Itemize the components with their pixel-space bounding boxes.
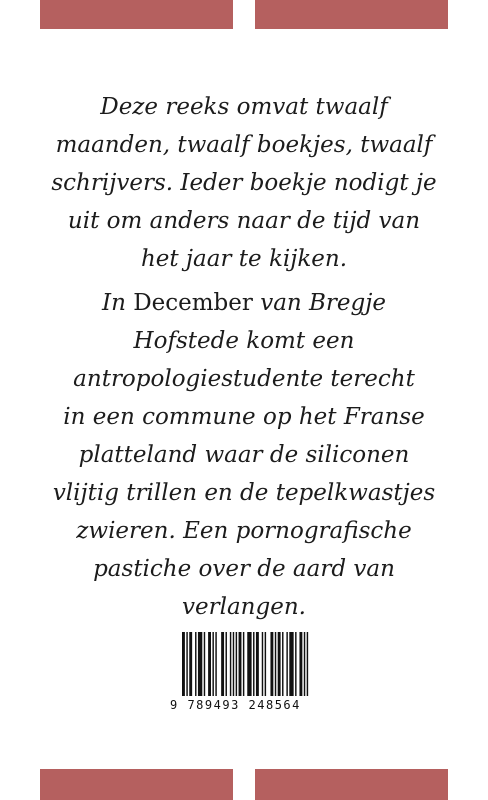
barcode-bar <box>256 632 259 696</box>
barcode-bar <box>275 632 276 696</box>
barcode-bar <box>243 632 244 696</box>
barcode-bar <box>221 632 224 696</box>
bottom-band-right <box>255 769 448 800</box>
isbn-barcode <box>170 632 318 715</box>
barcode-bar <box>233 632 234 696</box>
barcode-bar <box>295 632 296 696</box>
blurb-line: uit om anders naar de tijd van <box>67 208 421 234</box>
barcode-bar <box>236 632 237 696</box>
blurb-text: van Bregje <box>252 290 387 316</box>
barcode-bar <box>278 632 281 696</box>
blurb-line: zwieren. Een pornografische <box>76 518 412 544</box>
barcode-bar <box>262 632 263 696</box>
blurb-series-description <box>40 88 448 278</box>
barcode-bar <box>215 632 216 696</box>
barcode-bar <box>247 632 251 696</box>
blurb-line: pastiche over de aard van <box>93 556 395 582</box>
barcode-bar <box>304 632 305 696</box>
book-title: December <box>133 290 253 316</box>
blurb-line: antropologiestudente terecht <box>73 366 415 392</box>
barcode-bar <box>189 632 192 696</box>
blurb-line: maanden, twaalf boekjes, twaalf <box>55 132 433 158</box>
barcode-bar <box>230 632 231 696</box>
blurb-line: in een commune op het Franse <box>63 404 425 430</box>
blurb-line-with-title <box>40 284 448 322</box>
top-band-left <box>40 0 233 29</box>
blurb-text: In <box>101 290 134 316</box>
bottom-band-left <box>40 769 233 800</box>
isbn-number: 9 789493 248564 <box>170 698 301 712</box>
barcode-bars <box>170 632 318 698</box>
barcode-bar <box>195 632 196 696</box>
blurb-line: het jaar te kijken. <box>140 246 348 272</box>
blurb-line: verlangen. <box>182 594 306 620</box>
barcode-bar <box>265 632 266 696</box>
barcode-bar <box>198 632 202 696</box>
barcode-bar <box>289 632 293 696</box>
barcode-bar <box>286 632 287 696</box>
barcode-bar <box>226 632 227 696</box>
blurb-line: platteland waar de siliconen <box>78 442 410 468</box>
blurb-line: schrijvers. Ieder boekje nodigt je <box>51 170 437 196</box>
barcode-bar <box>204 632 205 696</box>
barcode-bar <box>307 632 308 696</box>
blurb-book-description <box>40 284 448 626</box>
blurb-line: vlijtig trillen en de tepelkwastjes <box>52 480 436 506</box>
barcode-bar <box>282 632 283 696</box>
top-band-right <box>255 0 448 29</box>
barcode-bar <box>270 632 273 696</box>
barcode-bar <box>208 632 211 696</box>
barcode-bar <box>253 632 254 696</box>
barcode-bar <box>182 632 185 696</box>
blurb-line: Deze reeks omvat twaalf <box>100 94 388 120</box>
barcode-bar <box>212 632 213 696</box>
barcode-bar <box>186 632 187 696</box>
barcode-bar <box>299 632 302 696</box>
blurb-line: Hofstede komt een <box>133 328 355 354</box>
barcode-bar <box>239 632 242 696</box>
